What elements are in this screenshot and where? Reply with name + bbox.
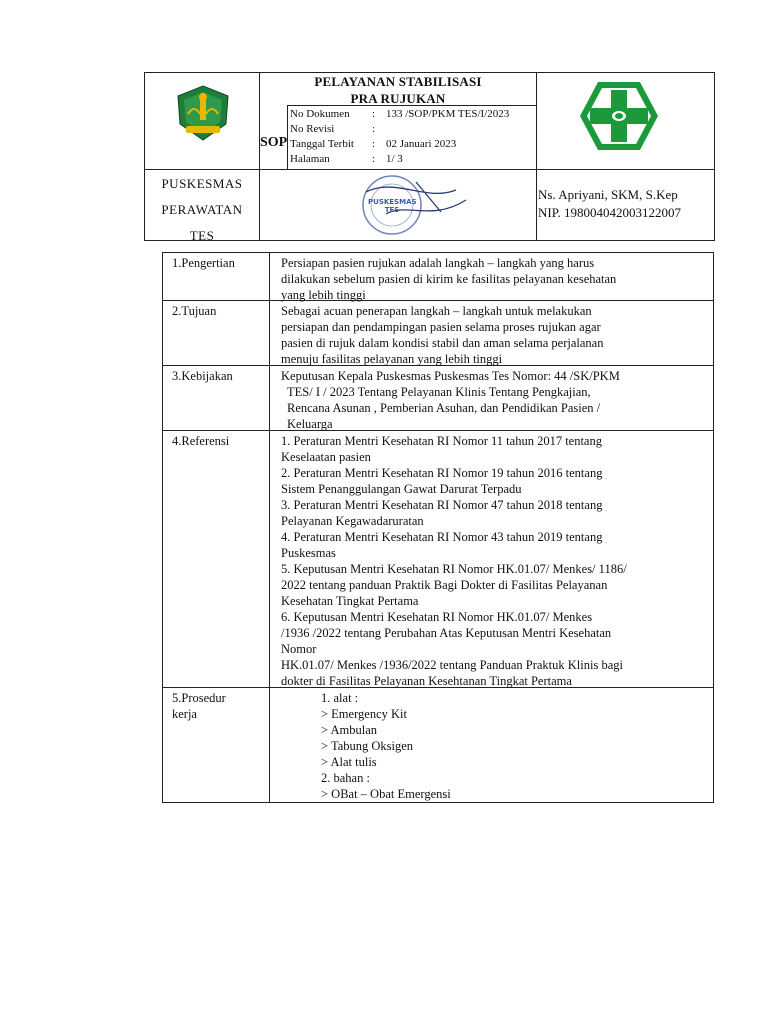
section-label-referensi: 4.Referensi: [172, 434, 230, 448]
content-line: pasien di rujuk dalam kondisi stabil dan aman selama perjalanan: [281, 336, 604, 350]
section-label-prosedur-kerja: [163, 688, 269, 722]
section-content-prosedur-kerja: [270, 688, 713, 802]
regional-emblem-icon: [174, 84, 232, 142]
meta-colon: :: [372, 153, 376, 165]
procedure-line: > Emergency Kit: [321, 707, 407, 721]
content-line: TES/ I / 2023 Tentang Pelayanan Klinis Tentang Pengkajian,: [287, 385, 591, 399]
content-line: persiapan dan pendampingan pasien selama proses rujukan agar: [281, 320, 601, 334]
content-line: Pelayanan Kegawadaruratan: [281, 514, 424, 528]
content-line: Persiapan pasien rujukan adalah langkah – langkah yang harus: [281, 256, 595, 270]
section-content-tujuan: [270, 301, 713, 367]
title-line-2: PRA RUJUKAN: [350, 91, 446, 106]
procedure-line: > Tabung Oksigen: [321, 739, 414, 753]
title-line-1: PELAYANAN STABILISASI: [314, 74, 482, 89]
institution-line-3: TES: [189, 228, 215, 243]
document-meta: [290, 106, 535, 168]
procedure-line: 2. bahan :: [321, 771, 370, 785]
meta-label: Tanggal Terbit: [290, 138, 354, 150]
meta-colon: :: [372, 123, 376, 135]
signer-name: Ns. Apriyani, SKM, S.Kep: [538, 187, 678, 202]
content-line: Puskesmas: [281, 546, 336, 560]
content-line: 3. Peraturan Mentri Kesehatan RI Nomor 47 tahun 2018 tentang: [281, 498, 603, 512]
section-content-pengertian: [270, 253, 713, 303]
institution-name: [145, 171, 259, 249]
content-line: Sebagai acuan penerapan langkah – langkah untuk melakukan: [281, 304, 592, 318]
label-line-2: kerja: [172, 707, 197, 721]
stamp-center-text: PUSKESMAS TES: [368, 198, 417, 214]
section-content-referensi: [270, 431, 713, 689]
content-line: HK.01.07/ Menkes /1936/2022 tentang Panduan Praktuk Klinis bagi: [281, 658, 623, 672]
content-line: 6. Keputusan Mentri Kesehatan RI Nomor HK.01.07/ Menkes: [281, 610, 593, 624]
meta-row-no-revisi: [290, 121, 535, 137]
signer-nip: NIP. 198004042003122007: [538, 205, 682, 220]
label-line-1: 5.Prosedur: [172, 691, 226, 705]
section-label-pengertian: 1.Pengertian: [172, 256, 235, 270]
meta-label: Halaman: [290, 153, 330, 165]
meta-label: No Revisi: [290, 123, 335, 135]
content-line: Rencana Asunan , Pemberian Asuhan, dan Pendidikan Pasien /: [287, 401, 601, 415]
content-line: Keselaatan pasien: [281, 450, 371, 464]
content-line: Nomor: [281, 642, 317, 656]
institution-line-1: PUSKESMAS: [161, 176, 243, 191]
procedure-line: > Ambulan: [321, 723, 378, 737]
content-line: Sistem Penanggulangan Gawat Darurat Terpadu: [281, 482, 522, 496]
content-line: menuju fasilitas pelayanan yang lebih tinggi: [281, 352, 503, 366]
content-line: 5. Keputusan Mentri Kesehatan RI Nomor HK.01.07/ Menkes/ 1186/: [281, 562, 627, 576]
institution-line-2: PERAWATAN: [161, 202, 243, 217]
signer-block: [538, 186, 718, 222]
procedure-line: > OBat – Obat Emergensi: [321, 787, 451, 801]
meta-colon: :: [372, 138, 376, 150]
content-line: 2022 tentang panduan Praktik Bagi Dokter di Fasilitas Pelayanan: [281, 578, 608, 592]
content-line: yang lebih tinggi: [281, 288, 366, 302]
content-line: 1. Peraturan Mentri Kesehatan RI Nomor 11 tahun 2017 tentang: [281, 434, 602, 448]
official-stamp: [346, 172, 472, 236]
meta-value: 133 /SOP/PKM TES/I/2023: [386, 108, 510, 120]
procedure-line: > Alat tulis: [321, 755, 377, 769]
meta-value: 1/ 3: [386, 153, 403, 165]
meta-row-halaman: [290, 151, 535, 167]
content-line: 4. Peraturan Mentri Kesehatan RI Nomor 43 tahun 2019 tentang: [281, 530, 603, 544]
content-line: dilakukan sebelum pasien di kirim ke fasilitas pelayanan kesehatan: [281, 272, 617, 286]
section-label-tujuan: 2.Tujuan: [172, 304, 217, 318]
meta-label: No Dokumen: [290, 108, 350, 120]
meta-row-tanggal-terbit: [290, 136, 535, 152]
content-line: 2. Peraturan Mentri Kesehatan RI Nomor 19 tahun 2016 tentang: [281, 466, 603, 480]
content-line: Keluarga: [287, 417, 333, 431]
sop-label: SOP: [260, 135, 288, 150]
meta-colon: :: [372, 108, 376, 120]
section-label-kebijakan: 3.Kebijakan: [172, 369, 233, 383]
meta-row-no-dokumen: [290, 106, 535, 122]
content-line: Keputusan Kepala Puskesmas Puskesmas Tes Nomor: 44 /SK/PKM: [281, 369, 620, 383]
puskesmas-cross-logo-icon: [578, 80, 660, 152]
content-line: /1936 /2022 tentang Perubahan Atas Keputusan Mentri Kesehatan: [281, 626, 612, 640]
meta-value: 02 Januari 2023: [386, 138, 457, 150]
content-line: Kesehatan Tingkat Pertama: [281, 594, 419, 608]
document-title: [260, 73, 536, 107]
content-line: dokter di Fasilitas Pelayanan Kesehtanan Tingkat Pertama: [281, 674, 572, 688]
procedure-line: 1. alat :: [321, 691, 359, 705]
section-content-kebijakan: [270, 366, 713, 432]
